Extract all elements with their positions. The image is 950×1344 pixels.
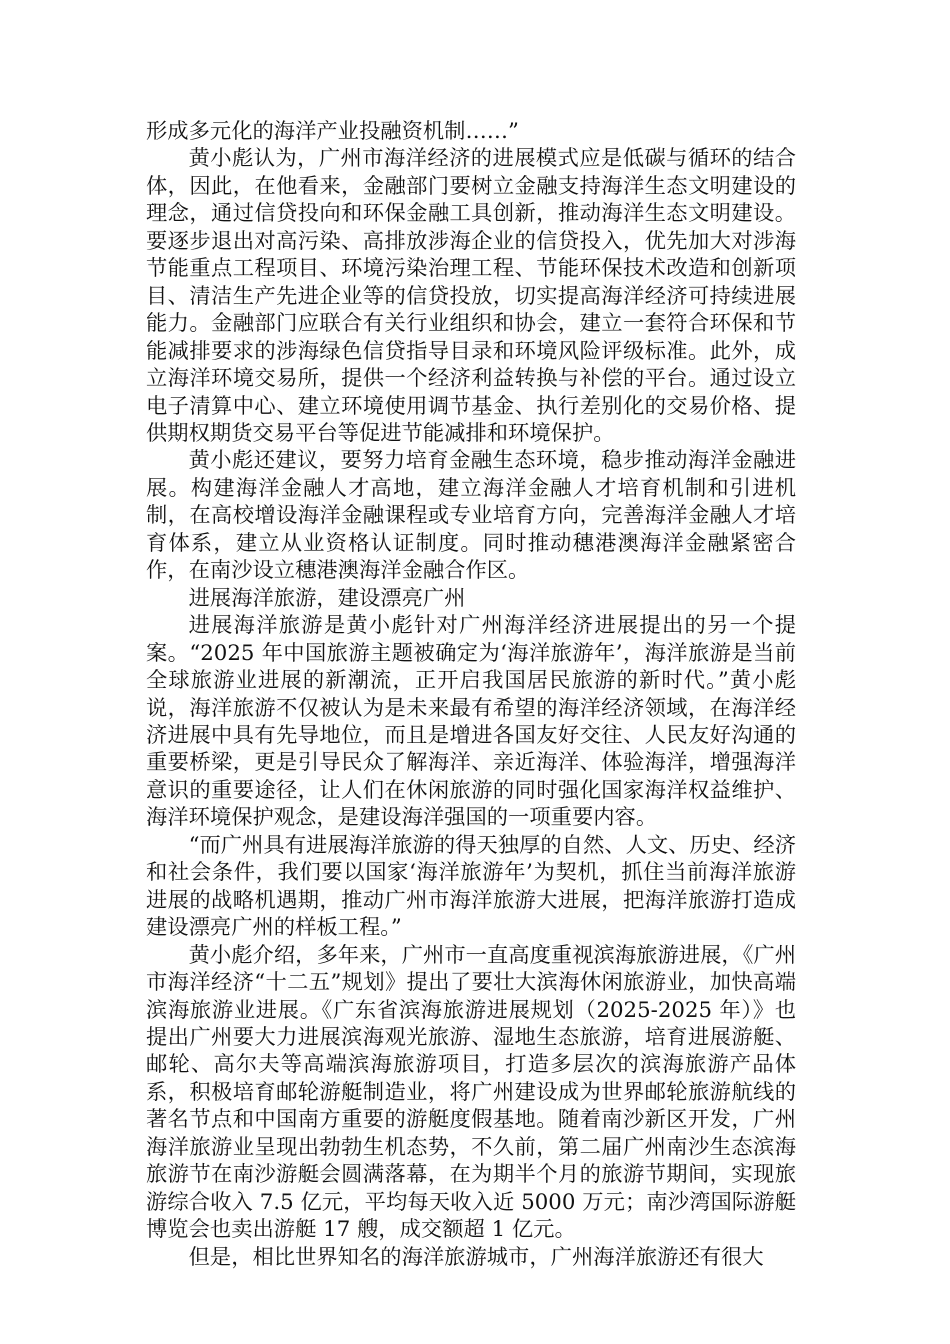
paragraph-finance-talent: 黄小彪还建议，要努力培育金融生态环境，稳步推动海洋金融进展。构建海洋金融人才高地，建立海洋金融人才培育机制和引进机制，在高校增设海洋金融课程或专业培育方向，完善海洋金融人才培育体系，建立从业资格认证制度。同时推动穗港澳海洋金融紧密合作，在南沙设立穗港澳海洋金融合作区。	[146, 448, 796, 584]
section-heading-marine-tourism: 进展海洋旅游，建设漂亮广州	[188, 585, 466, 611]
paragraph-coastal-tourism-development: 黄小彪介绍，多年来，广州市一直高度重视滨海旅游进展，《广州市海洋经济“十二五”规划》提出了要壮大滨海休闲旅游业，加快高端滨海旅游业进展。《广东省滨海旅游进展规划（2025-2025 年）》也提出广州要大力进展滨海观光旅游、湿地生态旅游，培育进展游艇、邮轮、高尔夫等高端滨海旅游项目，打造多层次的滨海旅游产品体系，积极培育邮轮游艇制造业，将广州建设成为世界邮轮旅游航线的著名节点和中国南方重要的游艇度假基地。随着南沙新区开发，广州海洋旅游业呈现出勃勃生机态势，不久前，第二届广州南沙生态滨海旅游节在南沙游艇会圆满落幕，在为期半个月的旅游节期间，实现旅游综合收入 7.5 亿元，平均每天收入近 5000 万元；南沙湾国际游艇博览会也卖出游艇 17 艘，成交额超 1 亿元。	[146, 942, 796, 1243]
paragraph-comparison: 但是，相比世界知名的海洋旅游城市，广州海洋旅游还有很大	[188, 1244, 764, 1270]
paragraph-green-finance: 黄小彪认为，广州市海洋经济的进展模式应是低碳与循环的结合体，因此，在他看来，金融部门要树立金融支持海洋生态文明建设的理念，通过信贷投向和环保金融工具创新，推动海洋生态文明建设。要逐步退出对高污染、高排放涉海企业的信贷投入，优先加大对涉海节能重点工程项目、环境污染治理工程、节能环保技术改造和创新项目、清洁生产先进企业等的信贷投放，切实提高海洋经济可持续进展能力。金融部门应联合有关行业组织和协会，建立一套符合环保和节能减排要求的涉海绿色信贷指导目录和环境风险评级标准。此外，成立海洋环境交易所，提供一个经济利益转换与补偿的平台。通过设立电子清算中心、建立环境使用调节基金、执行差别化的交易价格、提供期权期货交易平台等促进节能减排和环境保护。	[146, 146, 796, 446]
paragraph-guangzhou-advantages: “而广州具有进展海洋旅游的得天独厚的自然、人文、历史、经济和社会条件，我们要以国家‘海洋旅游年’为契机，抓住当前海洋旅游进展的战略机遇期，推动广州市海洋旅游大进展，把海洋旅游打造成建设漂亮广州的样板工程。”	[146, 832, 796, 941]
paragraph-continuation: 形成多元化的海洋产业投融资机制……”	[146, 119, 519, 144]
article-body	[146, 118, 796, 1271]
paragraph-marine-tourism-proposal: 进展海洋旅游是黄小彪针对广州海洋经济进展提出的另一个提案。“2025 年中国旅游主题被确定为‘海洋旅游年’，海洋旅游是当前全球旅游业进展的新潮流，正开启我国居民旅游的新时代。”黄小彪说，海洋旅游不仅被认为是未来最有希望的海洋经济领域，在海洋经济进展中具有先导地位，而且是增进各国友好交往、人民友好沟通的重要桥梁，更是引导民众了解海洋、亲近海洋、体验海洋，增强海洋意识的重要途径，让人们在休闲旅游的同时强化国家海洋权益维护、海洋环境保护观念，是建设海洋强国的一项重要内容。	[146, 613, 796, 831]
